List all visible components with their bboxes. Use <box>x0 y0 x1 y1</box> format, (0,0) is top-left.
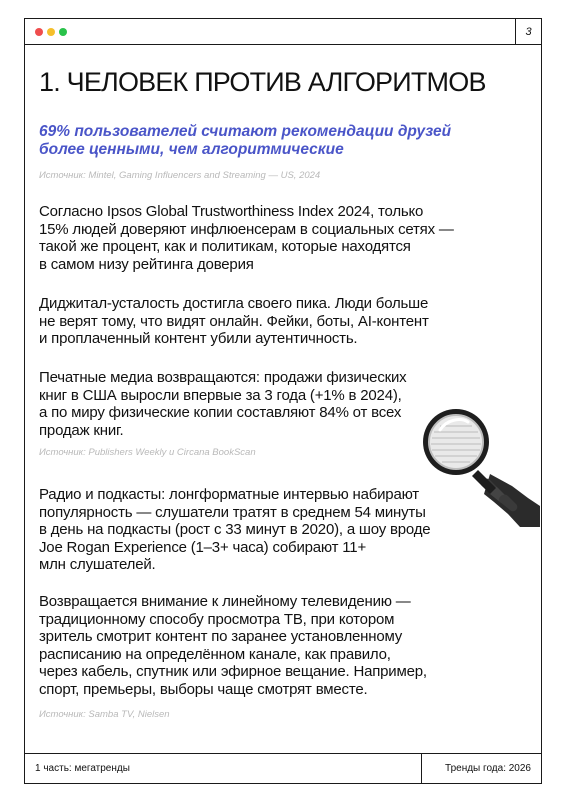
footer-report-label: Тренды года: 2026 <box>445 763 531 774</box>
subtitle-line: более ценными, чем алгоритмические <box>39 141 344 158</box>
paragraph-line: в самом низу рейтинга доверия <box>39 255 254 273</box>
paragraph-ipsos <box>39 203 454 273</box>
maximize-dot-icon[interactable] <box>59 28 67 36</box>
paragraph-line: через кабель, спутник или эфирное вещание. Например, <box>39 663 427 680</box>
paragraph-line: расписанию на определённом канале, как правило, <box>39 645 391 663</box>
page-number: 3 <box>515 19 541 45</box>
magnifying-glass-hand-icon <box>420 402 540 527</box>
paragraph-line: продаж книг. <box>39 421 124 439</box>
close-dot-icon[interactable] <box>35 28 43 36</box>
key-stat-subtitle <box>39 123 499 159</box>
paragraph-line: Согласно Ipsos Global Trustworthiness Index 2024, только <box>39 203 424 220</box>
paragraph-line: 15% людей доверяют инфлюенсерам в социальных сетях — <box>39 220 454 238</box>
paragraph-line: спорт, премьеры, выборы чаще смотрят вместе. <box>39 680 368 698</box>
paragraph-print-media <box>39 369 406 439</box>
page-frame <box>24 18 542 784</box>
page-title: 1. ЧЕЛОВЕК ПРОТИВ АЛГОРИТМОВ <box>39 67 486 97</box>
footer <box>25 753 541 783</box>
paragraph-line: Joe Rogan Experience (1–3+ часа) собирают 11+ <box>39 538 366 556</box>
source-note: Источник: Publishers Weekly и Circana BookScan <box>39 447 256 458</box>
paragraph-line: Радио и подкасты: лонгформатные интервью набирают <box>39 486 419 503</box>
source-note: Источник: Mintel, Gaming Influencers and Streaming — US, 2024 <box>39 170 321 181</box>
paragraph-line: Возвращается внимание к линейному телевидению — <box>39 593 411 610</box>
paragraph-line: книг в США выросли впервые за 3 года (+1% в 2024), <box>39 386 402 404</box>
paragraph-line: такой же процент, как и политикам, которые находятся <box>39 238 411 255</box>
paragraph-radio-podcasts <box>39 486 430 574</box>
window-titlebar <box>25 19 541 45</box>
paragraph-line: Диджитал-усталость достигла своего пика. Люди больше <box>39 295 429 312</box>
paragraph-digital-fatigue <box>39 295 429 348</box>
footer-divider <box>421 754 422 783</box>
footer-section-label: 1 часть: мегатренды <box>35 763 130 774</box>
paragraph-line: зритель смотрит контент по заранее установленному <box>39 628 403 645</box>
minimize-dot-icon[interactable] <box>47 28 55 36</box>
paragraph-line: млн слушателей. <box>39 556 156 573</box>
paragraph-line: традиционному способу просмотра ТВ, при котором <box>39 610 395 628</box>
paragraph-line: популярность — слушатели тратят в среднем 54 минуты <box>39 503 426 521</box>
paragraph-linear-tv <box>39 593 427 698</box>
source-note: Источник: Samba TV, Nielsen <box>39 709 170 720</box>
paragraph-line: и проплаченный контент убили аутентичность. <box>39 330 358 347</box>
paragraph-line: в день на подкасты (рост с 33 минут в 2020), а шоу вроде <box>39 521 431 538</box>
subtitle-line: 69% пользователей считают рекомендации друзей <box>39 123 452 140</box>
paragraph-line: Печатные медиа возвращаются: продажи физических <box>39 369 407 386</box>
paragraph-line: не верят тому, что видят онлайн. Фейки, боты, AI-контент <box>39 312 429 330</box>
paragraph-line: а по миру физические копии составляют 84% от всех <box>39 404 402 421</box>
